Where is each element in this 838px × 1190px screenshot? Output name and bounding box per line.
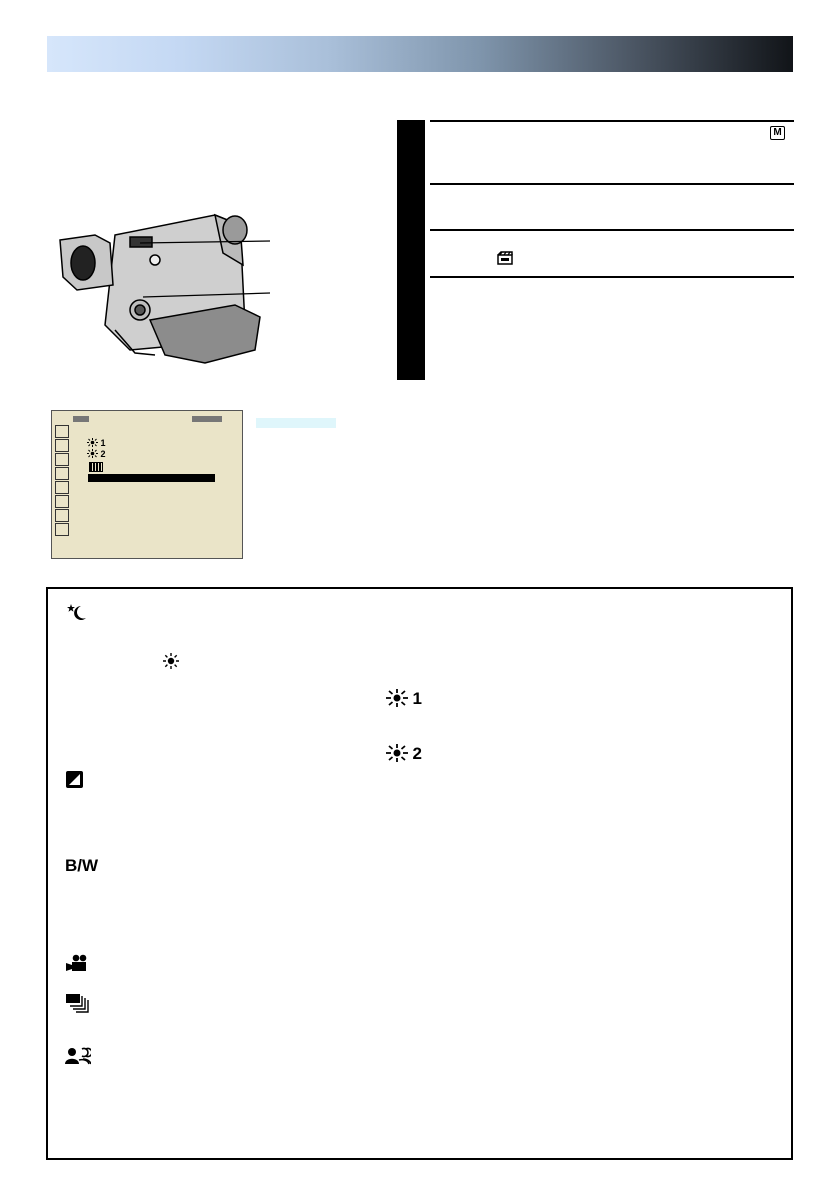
twilight-icon	[65, 770, 84, 789]
ghost-icon	[65, 1047, 91, 1065]
steps-tab	[397, 120, 425, 380]
spotlight-icon	[87, 449, 98, 458]
return-icon	[55, 425, 69, 438]
sun-icon	[163, 653, 179, 669]
lcd-item-label: 1	[100, 438, 106, 448]
header-bar	[47, 36, 793, 72]
cinema-icon	[65, 954, 89, 974]
highlight-tag	[256, 418, 336, 428]
lcd-status-chip	[73, 416, 89, 422]
spotlight-icon	[87, 438, 98, 447]
night-scope-icon	[66, 602, 88, 622]
lcd-item-spotlight-1	[87, 438, 106, 449]
manual-mode-icon: M	[770, 126, 785, 140]
step-divider	[430, 276, 794, 278]
lcd-item-label: 2	[100, 449, 106, 459]
white-balance-icon	[55, 481, 69, 494]
lcd-menu-screen	[51, 410, 243, 559]
snapshot-icon	[55, 495, 69, 508]
lcd-menu-icon-column	[55, 425, 69, 533]
black-and-white-label: B/W	[65, 856, 99, 875]
clock-icon	[55, 523, 69, 536]
camcorder-illustration	[55, 205, 280, 370]
exposure-icon	[55, 467, 69, 480]
spotlight-1-label	[386, 689, 422, 709]
step-divider	[430, 183, 794, 185]
mode-legend-box	[46, 587, 793, 1160]
manual-icon	[55, 509, 69, 522]
spotlight-2-number: 2	[412, 744, 422, 763]
lcd-selection-highlight	[88, 474, 215, 482]
step-divider	[430, 229, 794, 231]
lcd-status-chip	[192, 416, 222, 422]
spotlight-icon	[386, 689, 408, 707]
spotlight-2-label	[386, 744, 422, 764]
strobe-icon	[65, 993, 91, 1015]
spotlight-1-number: 1	[412, 689, 422, 708]
program-ae-icon	[497, 251, 513, 265]
program-ae-icon	[55, 453, 69, 466]
spotlight-icon	[386, 744, 408, 762]
step-divider	[430, 120, 794, 122]
twilight-icon	[89, 462, 103, 472]
lcd-item-spotlight-2	[87, 449, 106, 460]
wipe-fader-icon	[55, 439, 69, 452]
